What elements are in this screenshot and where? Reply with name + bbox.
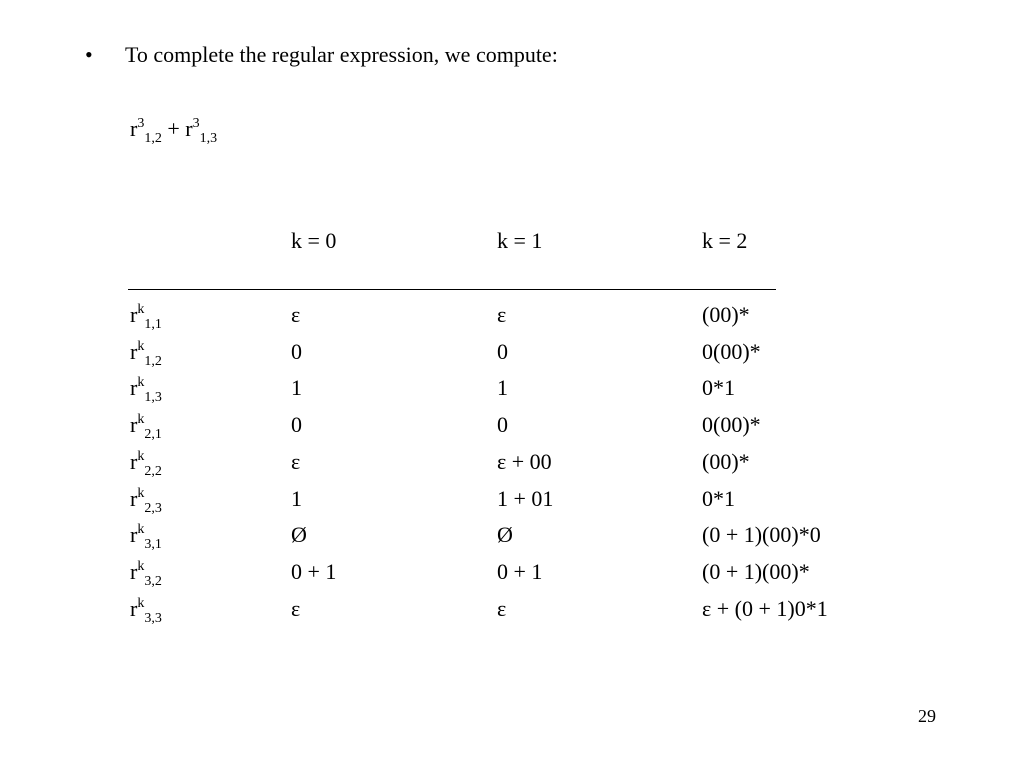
cell-k2: (00)* bbox=[702, 448, 750, 474]
cell-k2: 0*1 bbox=[702, 485, 735, 511]
cell-k2: (0 + 1)(00)*0 bbox=[702, 522, 821, 548]
cell-k1: 1 + 01 bbox=[497, 485, 554, 511]
cell-k0: 0 bbox=[291, 338, 302, 364]
bullet-marker: • bbox=[85, 42, 93, 67]
cell-k1: ε bbox=[497, 595, 507, 621]
cell-k2: (00)* bbox=[702, 302, 750, 327]
table-row bbox=[0, 486, 1024, 522]
cell-k2: 0(00)* bbox=[702, 412, 761, 438]
cell-k0: ε bbox=[291, 595, 301, 621]
row-label: $r^k_{2,3}$ bbox=[130, 485, 162, 516]
header-k1: k = 1 bbox=[497, 228, 543, 253]
table-row bbox=[0, 412, 1024, 448]
row-label: $r^k_{3,2}$ bbox=[130, 558, 162, 589]
row-label: $r^k_{2,2}$ bbox=[130, 448, 162, 479]
cell-k0: ε bbox=[291, 448, 301, 474]
row-label: $r^k_{1,1}$ bbox=[130, 302, 162, 332]
cell-k1: 0 + 1 bbox=[497, 558, 543, 584]
cell-k0: 1 bbox=[291, 485, 302, 511]
row-label: $r^k_{2,1}$ bbox=[130, 412, 162, 443]
table-row bbox=[0, 596, 1024, 632]
cell-k0: ε bbox=[291, 302, 301, 327]
cell-k1: 0 bbox=[497, 412, 508, 438]
cell-k2: ε + (0 + 1)0*1 bbox=[702, 595, 828, 621]
cell-k1: ε + 00 bbox=[497, 448, 552, 474]
table-row bbox=[0, 302, 1024, 338]
page-number: 29 bbox=[918, 706, 936, 726]
table-row bbox=[0, 339, 1024, 375]
table-row bbox=[0, 522, 1024, 558]
cell-k1: ε bbox=[497, 302, 507, 327]
row-label: $r^k_{3,3}$ bbox=[130, 595, 162, 626]
table-row bbox=[0, 375, 1024, 411]
cell-k2: (0 + 1)(00)* bbox=[702, 558, 810, 584]
row-label: $r^k_{1,2}$ bbox=[130, 338, 162, 369]
bullet-text: To complete the regular expression, we compute: bbox=[125, 42, 558, 67]
formula-term-1: $r^3_{1,2}$ bbox=[130, 116, 162, 146]
cell-k2: 0(00)* bbox=[702, 338, 761, 364]
cell-k0: 1 bbox=[291, 375, 302, 401]
cell-k0: 0 bbox=[291, 412, 302, 438]
formula-operator: + bbox=[161, 116, 186, 141]
row-label: $r^k_{3,1}$ bbox=[130, 522, 162, 553]
row-label: $r^k_{1,3}$ bbox=[130, 375, 162, 406]
formula bbox=[130, 116, 218, 146]
header-k0: k = 0 bbox=[291, 228, 337, 253]
header-k2: k = 2 bbox=[702, 228, 748, 253]
cell-k0: 0 + 1 bbox=[291, 558, 337, 584]
table-row bbox=[0, 449, 1024, 485]
bullet-point bbox=[85, 42, 558, 68]
cell-k2: 0*1 bbox=[702, 375, 735, 401]
header-divider bbox=[128, 289, 776, 290]
cell-k1: Ø bbox=[497, 522, 513, 548]
cell-k1: 1 bbox=[497, 375, 508, 401]
table-row bbox=[0, 559, 1024, 595]
cell-k1: 0 bbox=[497, 338, 508, 364]
cell-k0: Ø bbox=[291, 522, 307, 548]
formula-term-2: $r^3_{1,3}$ bbox=[185, 116, 218, 146]
